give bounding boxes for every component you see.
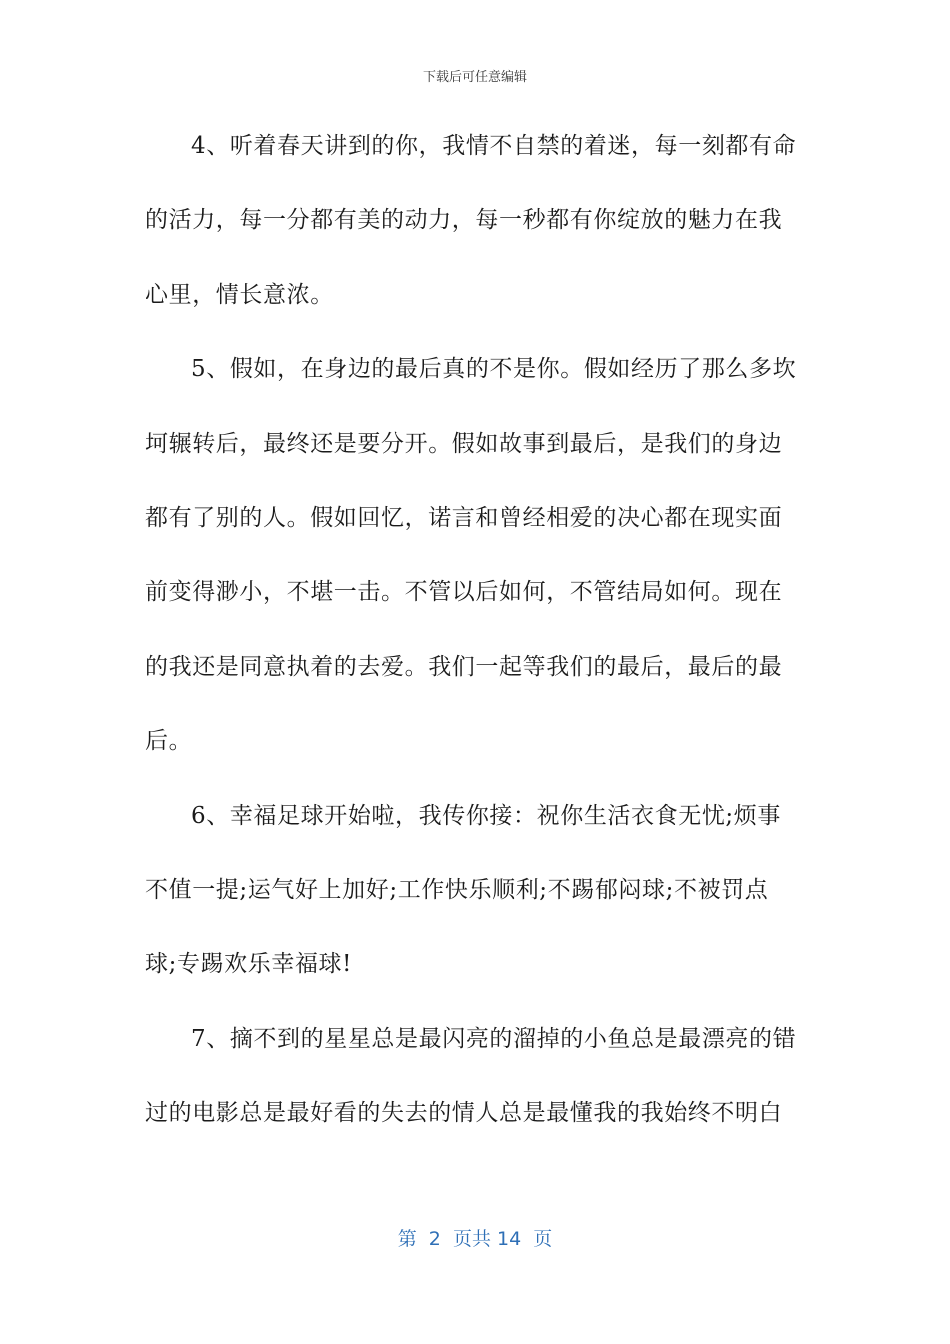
paragraph-line: 过的电影总是最好看的失去的情人总是最懂我的我始终不明白	[145, 1100, 783, 1127]
paragraph-line: 的活力，每一分都有美的动力，每一秒都有你绽放的魅力在我	[145, 207, 783, 234]
paragraph-5	[145, 351, 805, 760]
paragraph-6	[145, 798, 805, 984]
paragraph-line: 7、摘不到的星星总是最闪亮的溜掉的小鱼总是最漂亮的错	[191, 1025, 797, 1052]
paragraph-line: 不值一提;运气好上加好;工作快乐顺利;不踢郁闷球;不被罚点	[145, 876, 769, 903]
paragraph-line: 球;专踢欢乐幸福球!	[145, 951, 352, 978]
paragraph-line: 的我还是同意执着的去爱。我们一起等我们的最后，最后的最	[145, 653, 783, 680]
paragraph-line: 6、幸福足球开始啦，我传你接：祝你生活衣食无忧;烦事	[191, 802, 781, 829]
paragraph-7	[145, 1021, 805, 1132]
paragraph-line: 后。	[145, 728, 193, 755]
paragraph-line: 4、听着春天讲到的你，我情不自禁的着迷，每一刻都有命	[191, 133, 797, 159]
paragraph-line: 5、假如，在身边的最后真的不是你。假如经历了那么多坎	[191, 356, 797, 383]
page-number-footer: 第 2 页共 14 页	[397, 1228, 553, 1250]
paragraph-line: 心里，情长意浓。	[145, 281, 334, 308]
paragraph-line: 前变得渺小，不堪一击。不管以后如何，不管结局如何。现在	[145, 579, 783, 606]
page-header: 下载后可任意编辑	[422, 70, 527, 85]
paragraph-4	[145, 128, 805, 314]
paragraph-line: 坷辗转后，最终还是要分开。假如故事到最后，是我们的身边	[145, 430, 783, 457]
document-body	[145, 128, 805, 1169]
paragraph-line: 都有了别的人。假如回忆，诺言和曾经相爱的决心都在现实面	[145, 504, 783, 531]
